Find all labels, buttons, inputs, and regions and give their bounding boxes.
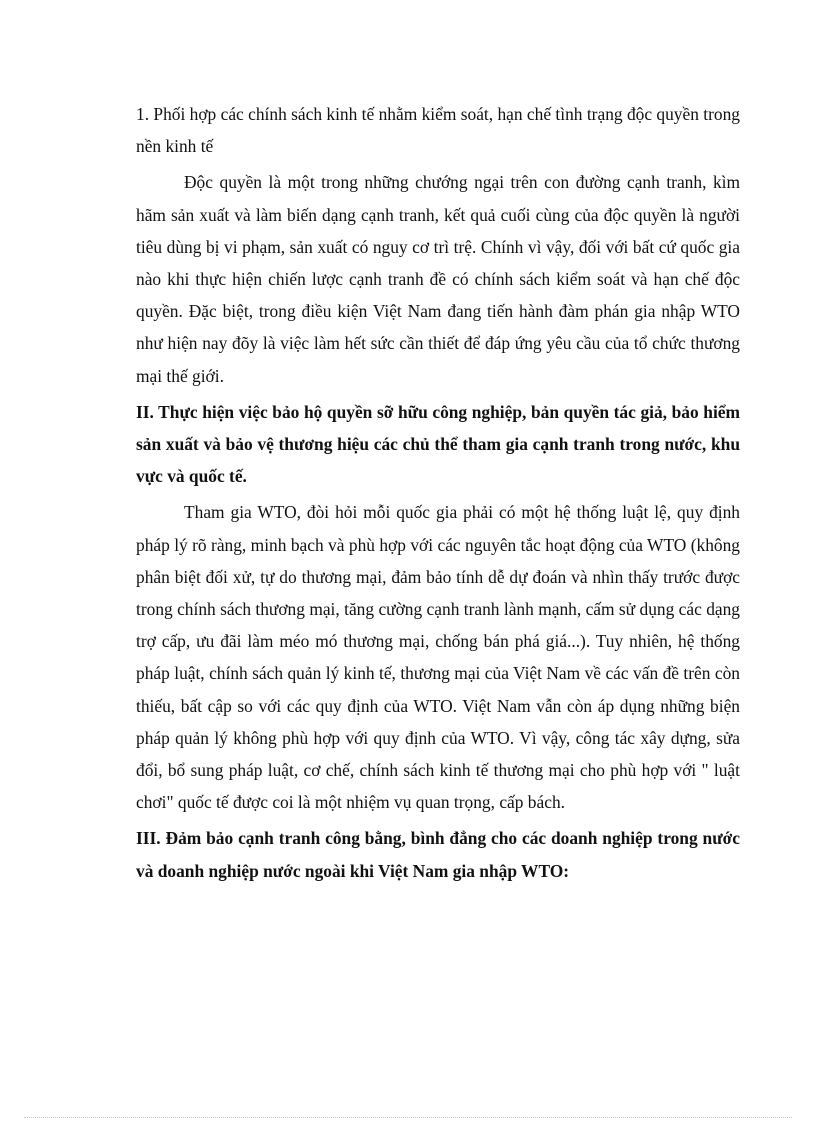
section-2-heading: II. Thực hiện việc bảo hộ quyền sỡ hữu công nghiệp, bản quyền tác giả, bảo hiểm sản xuất và bảo vệ thương hiệu các chủ thể tham gia cạnh tranh trong nước, khu vực và quốc tế.	[136, 401, 740, 487]
footer-dotted-rule	[24, 1117, 792, 1118]
section-1-heading: 1. Phối hợp các chính sách kinh tế nhằm kiểm soát, hạn chế tình trạng độc quyền trong nền kinh tế	[136, 104, 740, 157]
section-3-heading: III. Đảm bảo cạnh tranh công bằng, bình đẳng cho các doanh nghiệp trong nước và doanh nghiệp nước ngoài khi Việt Nam gia nhập WTO:	[136, 828, 740, 881]
section-2-paragraph: Tham gia WTO, đòi hỏi mỗi quốc gia phải có một hệ thống luật lệ, quy định pháp lý rõ ràng, minh bạch và phù hợp với các nguyên tắc hoạt động của WTO (không phân biệt đối xử, tự do thương mại, đảm bảo tính dễ dự đoán và nhìn thấy trước được trong chính sách thương mại, tăng cường cạnh tranh lành mạnh, cấm sử dụng các dạng trợ cấp, ưu đãi làm méo mó thương mại, chống bán phá giá...). Tuy nhiên, hệ thống pháp luật, chính sách quản lý kinh tế, thương mại của Việt Nam về các vấn đề trên còn thiếu, bất cập so với các quy định của WTO. Việt Nam vẫn còn áp dụng những biện pháp quản lý không phù hợp với quy định của WTO. Vì vậy, công tác xây dựng, sửa đổi, bổ sung pháp luật, cơ chế, chính sách kinh tế thương mại cho phù hợp với " luật chơi" quốc tế được coi là một nhiệm vụ quan trọng, cấp bách.	[136, 502, 740, 813]
document-body	[136, 98, 740, 891]
section-1-paragraph: Độc quyền là một trong những chướng ngại trên con đường cạnh tranh, kìm hãm sản xuất và làm biến dạng cạnh tranh, kết quả cuối cùng của độc quyền là người tiêu dùng bị vi phạm, sản xuất có nguy cơ trì trệ. Chính vì vậy, đối với bất cứ quốc gia nào khi thực hiện chiến lược cạnh tranh đề có chính sách kiểm soát và hạn chế độc quyền. Đặc biệt, trong điều kiện Việt Nam đang tiến hành đàm phán gia nhập WTO như hiện nay đõy là việc làm hết sức cần thiết để đáp ứng yêu cầu của tổ chức thương mại thế giới.	[136, 172, 740, 386]
